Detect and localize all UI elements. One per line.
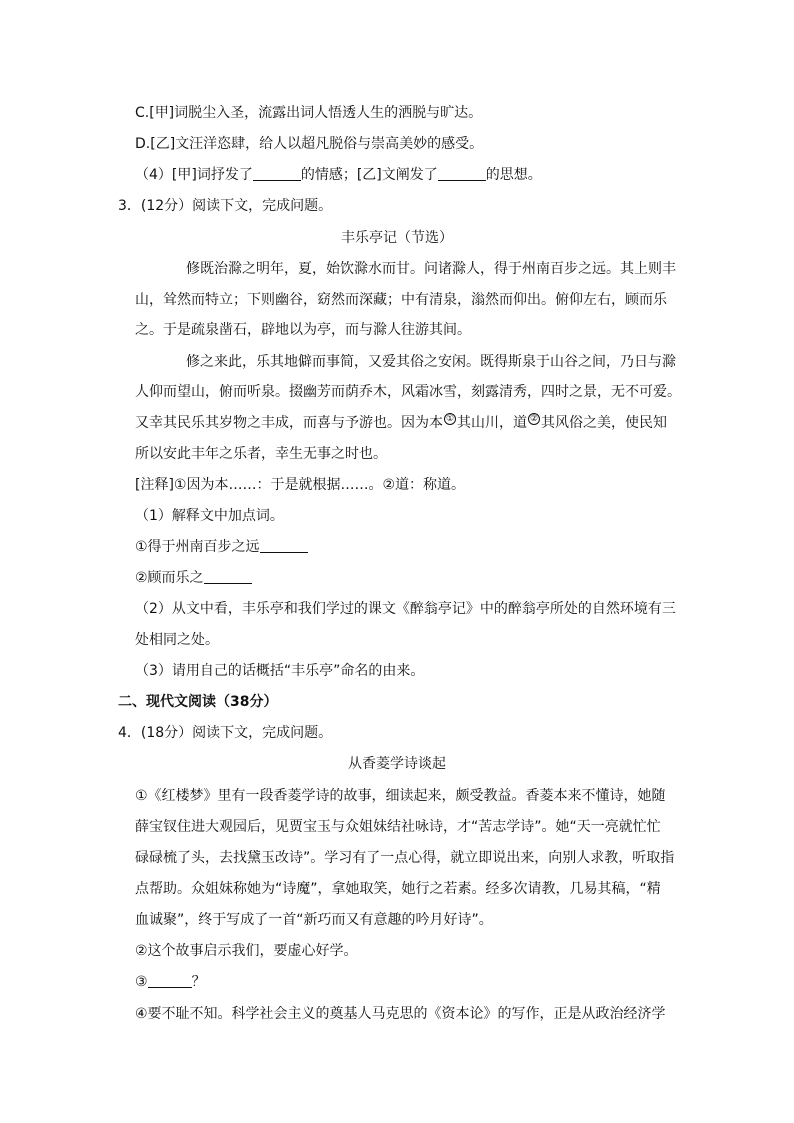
q4-p1-line: 点帮助。众姐妹称她为“诗魔”，拿她取笑，她行之若素。经多次请教，几易其稿，“精 (135, 881, 661, 897)
q3-sub3: （3）请用自己的话概括“丰乐亭”命名的由来。 (135, 663, 425, 679)
q3-p2-line (135, 413, 667, 433)
q3-p1-line: 之。于是疏泉凿石，辟地以为亭，而与滁人往游其间。 (135, 322, 471, 338)
q3-sub1-a (135, 537, 308, 557)
q4-p3 (135, 972, 206, 992)
q3-sub1-b (135, 568, 252, 588)
answer-blank (204, 569, 252, 584)
section-heading: 二、现代文阅读（38分） (118, 694, 278, 710)
q3-p2-line: 修之来此，乐其地僻而事简，又爱其俗之安闲。既得斯泉于山谷之间，乃日与滁 (186, 354, 676, 370)
q3-p1-line: 修既治滁之明年，夏，始饮滁水而甘。问诸滁人，得于州南百步之远。其上则丰 (186, 261, 676, 277)
q2-sub4-part-b: 的情感；[乙]文阐发了 (300, 167, 438, 183)
q4-p1-line: 薛宝钗住进大观园后，见贾宝玉与众姐妹结社咏诗，才“苦志学诗”。她“天一亮就忙忙 (135, 819, 661, 835)
footnote-mark: ② (529, 414, 539, 424)
footnote-mark: ① (445, 414, 455, 424)
q4-p2: ②这个故事启示我们，要虚心好学。 (135, 943, 358, 959)
text-segment: 其山川，道 (457, 415, 527, 431)
q3-note: [注释]①因为本……：于是就根据……。②道：称道。 (135, 477, 466, 493)
q2-option-c: C.[甲]词脱尘入圣，流露出词人悟透人生的洒脱与旷达。 (135, 105, 483, 121)
q2-sub4 (135, 165, 542, 185)
text-segment: ①得于州南百步之远 (135, 539, 260, 555)
answer-blank (260, 538, 308, 553)
q4-p1-line: ①《红楼梦》里有一段香菱学诗的故事，细读起来，颇受教益。香菱本来不懂诗，她随 (135, 788, 666, 804)
q3-title: 丰乐亭记（节选） (341, 230, 453, 246)
q4-title: 从香菱学诗谈起 (348, 756, 446, 772)
text-segment: ②顾而乐之 (135, 570, 204, 586)
q4-p1-line: 碌碌梳了头，去找黛玉改诗”。学习有了一点心得，就立即说出来，向别人求教，听取指 (135, 850, 675, 866)
answer-blank (253, 166, 301, 181)
text-segment: ③ (135, 974, 148, 990)
q3-p1-line: 山，耸然而特立；下则幽谷，窈然而深藏；中有清泉，滃然而仰出。俯仰左右，顾而乐 (135, 292, 667, 308)
q3-p2-line: 人仰而望山，俯而听泉。掇幽芳而荫乔木，风霜冰雪，刻露清秀，四时之景，无不可爱。 (135, 384, 681, 400)
q3-sub2-cont: 处相同之处。 (135, 632, 219, 648)
q3-p2-line: 所以安此丰年之乐者，幸生无事之时也。 (135, 446, 387, 462)
q4-p1-line: 血诚聚”，终于写成了一首“新巧而又有意趣的吟月好诗”。 (135, 912, 493, 928)
answer-blank (148, 973, 192, 988)
q2-sub4-part-a: （4）[甲]词抒发了 (135, 167, 253, 183)
text-segment: 其风俗之美，使民知 (541, 415, 667, 431)
text-segment: ？ (191, 974, 206, 990)
q3-sub1: （1）解释文中加点词。 (135, 508, 284, 524)
q3-header: 3．(12分）阅读下文，完成问题。 (118, 198, 333, 214)
text-segment: 又幸其民乐其岁物之丰成，而喜与予游也。因为本 (135, 415, 443, 431)
answer-blank (438, 166, 486, 181)
q4-p4: ④要不耻不知。科学社会主义的奠基人马克思的《资本论》的写作，正是从政治经济学 (135, 1006, 666, 1022)
q3-sub2: （2）从文中看，丰乐亭和我们学过的课文《醉翁亭记》中的醉翁亭所处的自然环境有三 (135, 601, 676, 617)
q2-sub4-part-c: 的思想。 (485, 167, 542, 183)
q4-header: 4．(18分）阅读下文，完成问题。 (118, 725, 333, 741)
q2-option-d: D.[乙]文汪洋恣肆，给人以超凡脱俗与崇高美妙的感受。 (135, 136, 484, 152)
